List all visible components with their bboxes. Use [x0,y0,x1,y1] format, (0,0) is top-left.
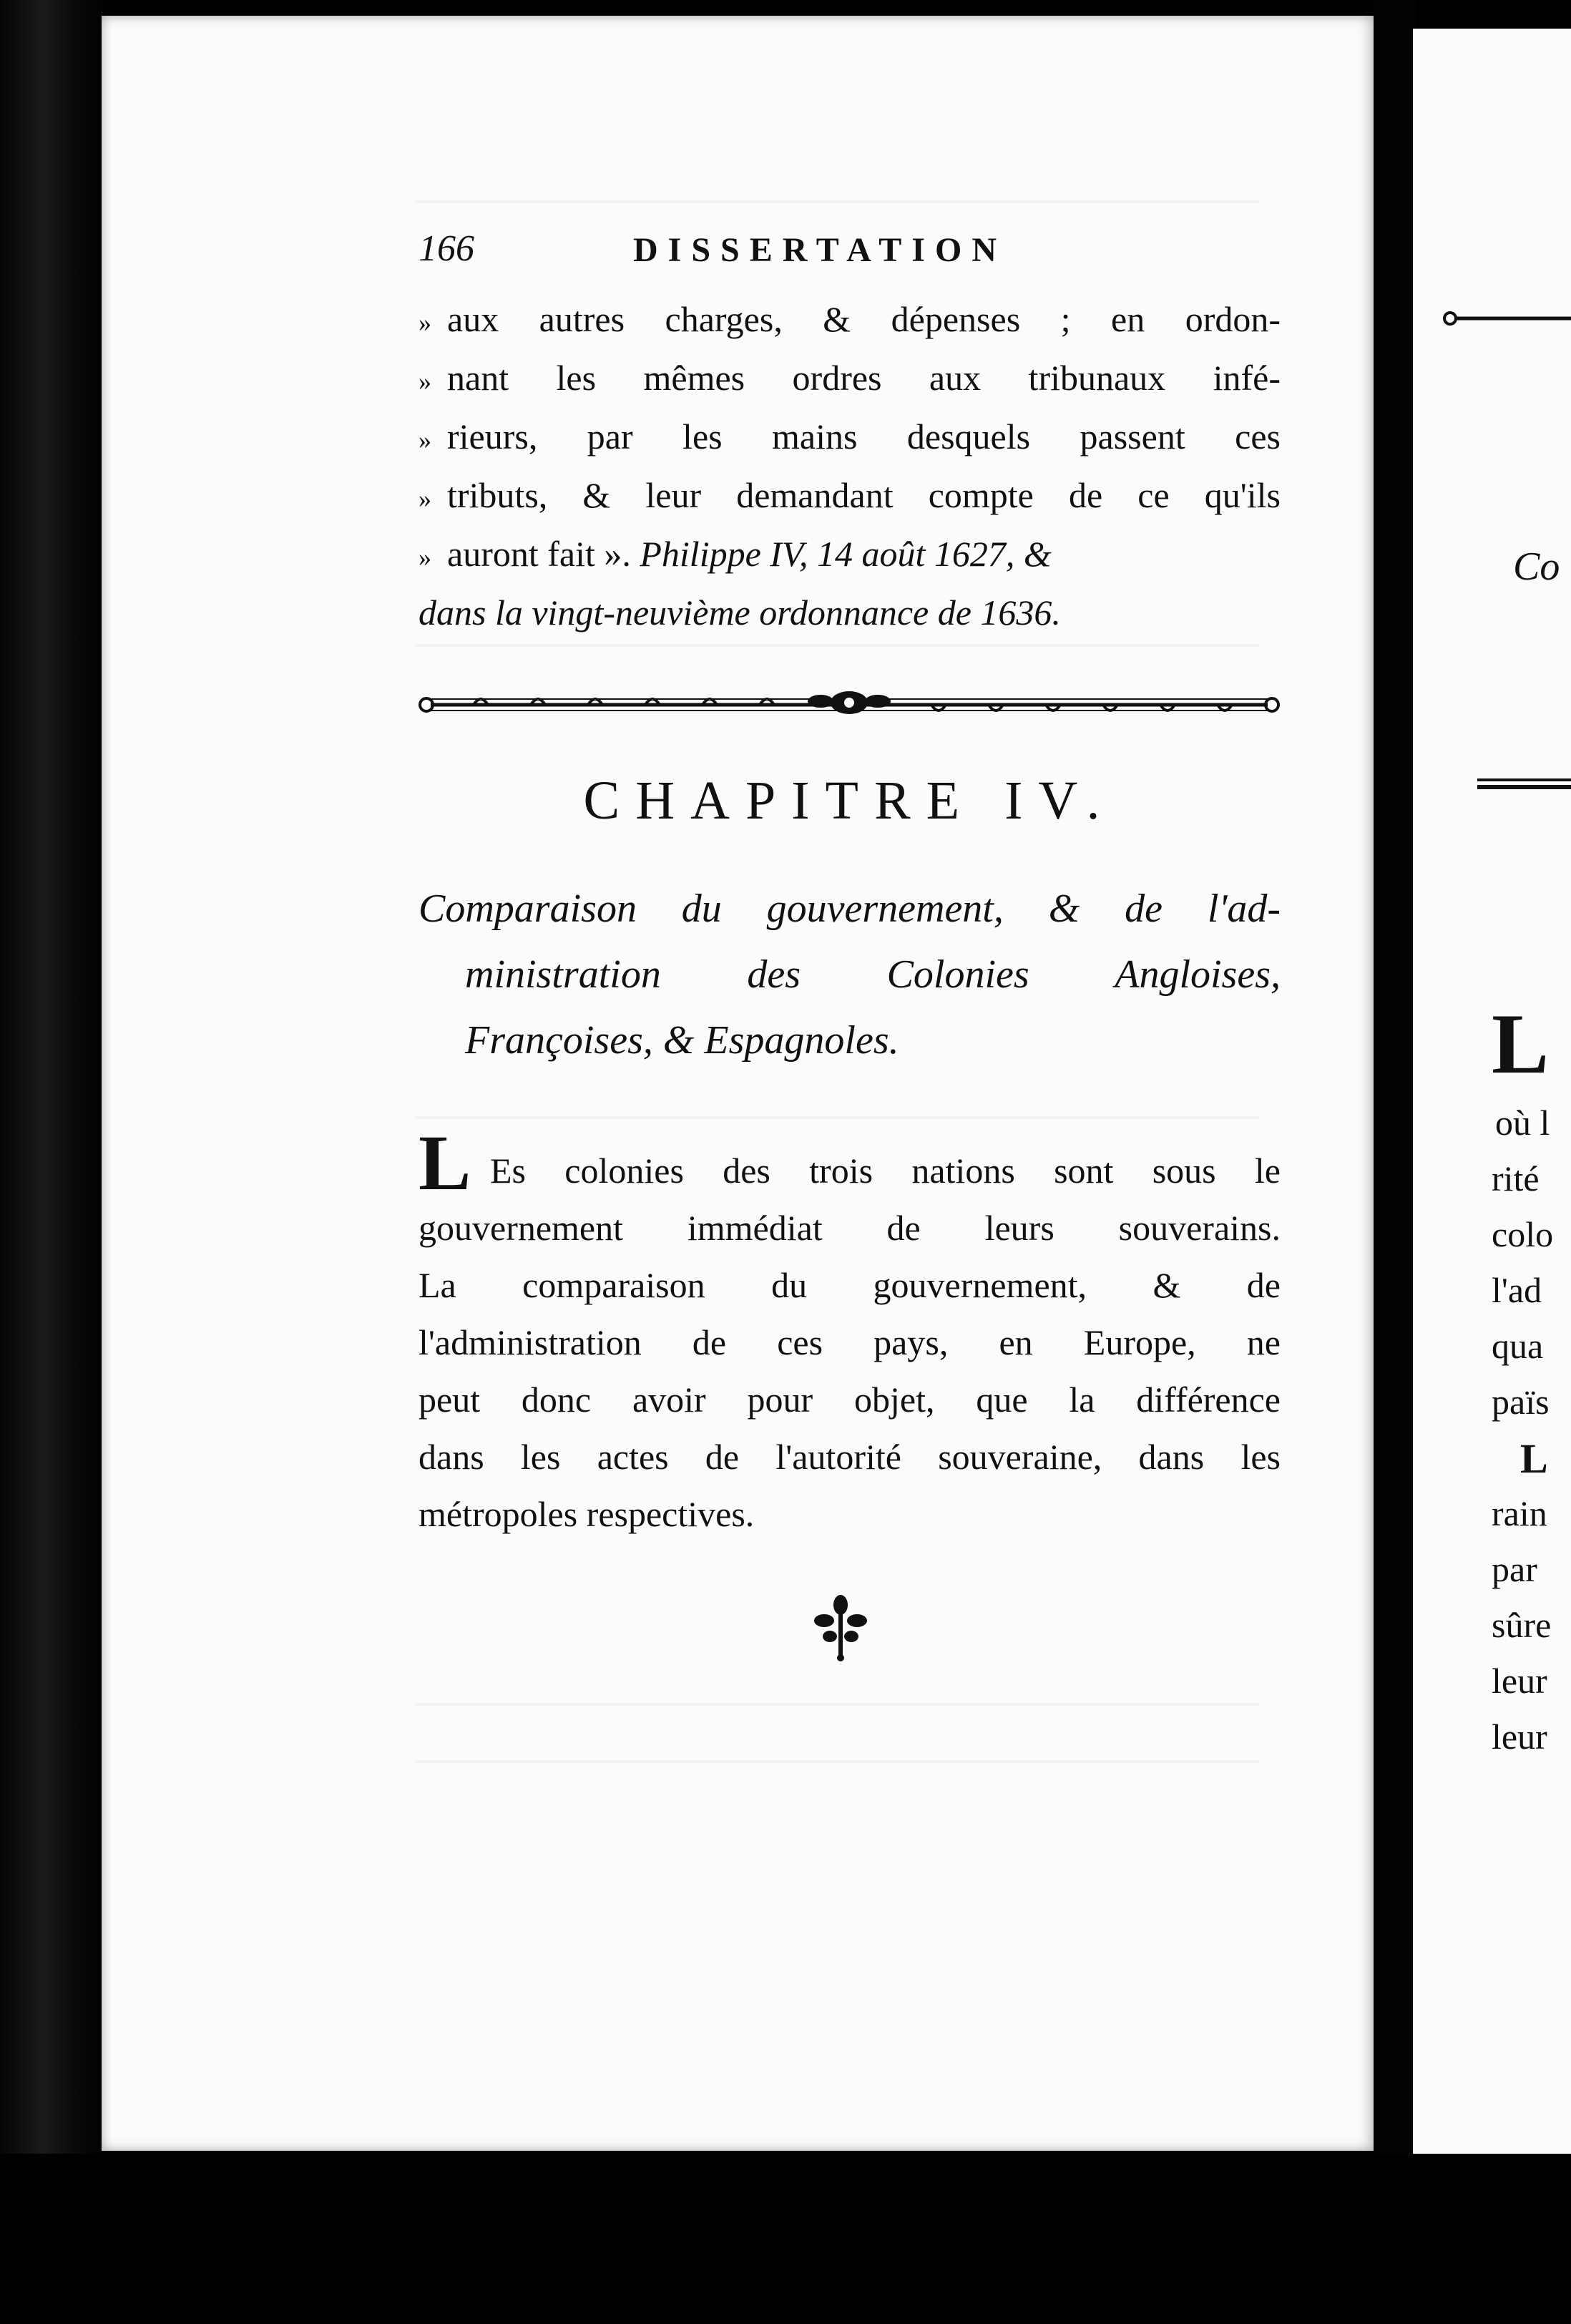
right-page-fragment: l'ad [1492,1270,1542,1310]
text-line: l'administration de ces pays, en Europe, ne [419,1322,1281,1362]
text-line [419,411,1281,462]
running-title: DISSERTATION [633,231,1007,269]
chapter-subtitle-line: Françoises, & Espagnoles. [465,1018,899,1063]
ornamental-rule [416,687,1282,723]
text-line [419,352,1281,404]
running-head [419,228,1277,278]
line-text: nant les mêmes ordres aux tribunaux infé- [447,358,1281,398]
right-page-fragment: L [1520,1435,1548,1482]
quote-mark: » [419,308,431,337]
line-text: auront fait ». [447,534,631,574]
quote-mark: » [419,484,431,513]
chapter-subtitle-line: Comparaison du gouvernement, & de l'ad- [419,887,1281,931]
quote-mark: » [419,426,431,454]
citation-line [419,587,1281,638]
right-page-fragment: rité [1492,1158,1540,1198]
show-through-line [415,200,1259,203]
text-line [419,469,1281,521]
right-page-fragment: colo [1492,1214,1554,1254]
line-text: rieurs, par les mains desquels passent ces [447,416,1281,456]
right-page-fragment: par [1492,1549,1537,1589]
show-through-line [415,1760,1259,1763]
right-page-fragment: rain [1492,1493,1547,1533]
text-line: La comparaison du gouvernement, & de [419,1265,1281,1305]
scan-bottom-edge [0,2154,1571,2324]
text-line: dans les actes de l'autorité souveraine, dans les [419,1437,1281,1477]
page-number: 166 [419,228,474,269]
text-line: Es colonies des trois nations sont sous le [490,1151,1281,1191]
chapter-subtitle-line: ministration des Colonies Angloises, [465,952,1281,997]
quote-mark: » [419,543,431,572]
right-page-fragment: païs [1492,1382,1550,1422]
text-line: gouvernement immédiat de leurs souverains. [419,1208,1281,1248]
right-page-ornament [1442,304,1571,333]
right-page [1413,29,1571,2164]
right-page-fragment: Co [1513,545,1560,589]
line-text: aux autres charges, & dépenses ; en ordon- [447,299,1281,339]
show-through-line [415,1703,1259,1706]
drop-cap: L [419,1119,471,1206]
citation-line [419,528,1281,580]
citation: Philippe IV, 14 août 1627, & [640,534,1052,574]
right-page-fragment: leur [1492,1661,1547,1701]
body-paragraph [419,1145,1281,1546]
show-through-line [415,1116,1259,1119]
gutter-shadow [1374,0,1416,2324]
citation: dans la vingt-neuvième ordonnance de 1636. [419,592,1061,633]
previous-text [419,293,1281,633]
fleuron-ornament [808,1592,873,1664]
right-page-rule [1477,773,1571,794]
text-line: peut donc avoir pour objet, que la différence [419,1380,1281,1420]
right-page-drop-cap: L [1492,996,1550,1091]
right-page-fragment: où l [1495,1103,1550,1143]
line-text: tributs, & leur demandant compte de ce qu'ils [447,475,1281,515]
text-line [419,293,1281,345]
right-page-fragment: qua [1492,1326,1544,1366]
show-through-line [415,644,1259,647]
binding-edge [0,0,107,2324]
right-page-fragment: sûre [1492,1605,1552,1645]
chapter-heading: CHAPITRE IV. [583,771,1116,831]
right-page-fragment: leur [1492,1717,1547,1757]
text-line: métropoles respectives. [419,1494,755,1534]
quote-mark: » [419,367,431,396]
